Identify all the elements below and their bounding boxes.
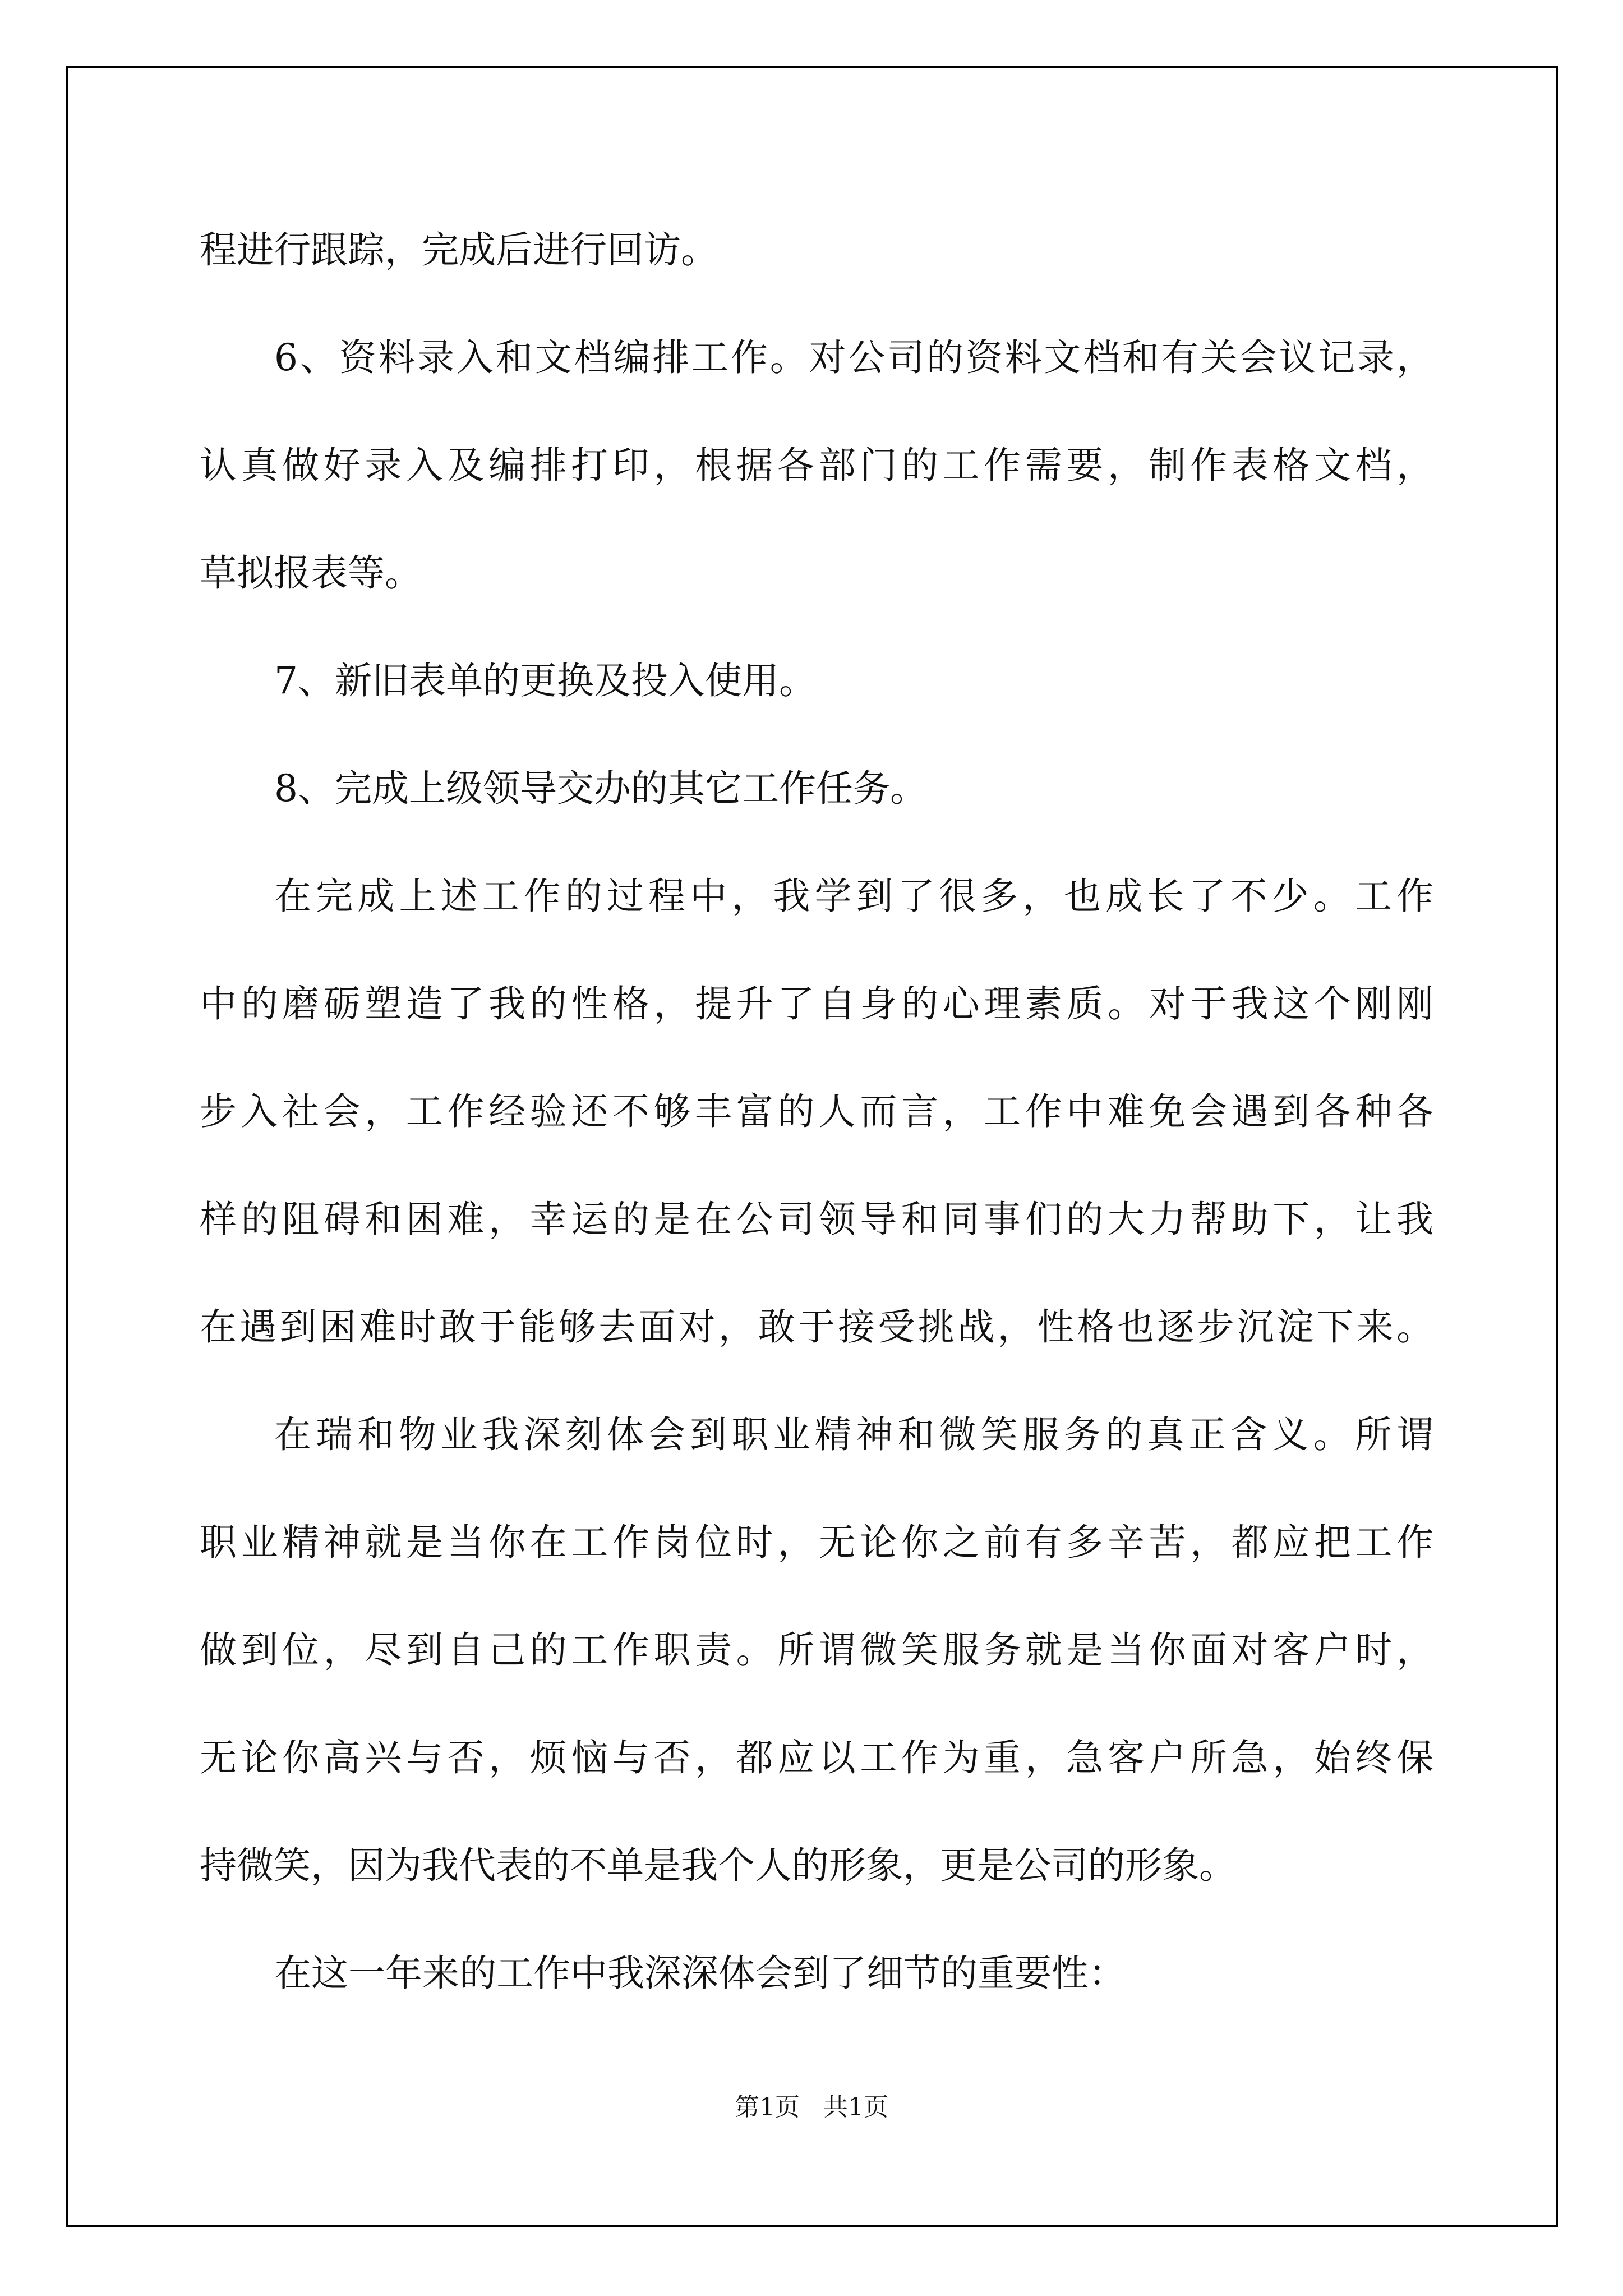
document-body (200, 196, 1433, 2027)
text-line: 持微笑，因为我代表的不单是我个人的形象，更是公司的形象。 (200, 1844, 1236, 1887)
page-number-footer: 第1页 共1页 (735, 2093, 888, 2122)
text-line: 7、新旧表单的更换及投入使用。 (274, 659, 816, 702)
text-line: 8、完成上级领导交办的其它工作任务。 (274, 767, 927, 810)
text-line: 无论你高兴与否，烦恼与否，都应以工作为重，急客户所急，始终保 (200, 1736, 1433, 1779)
text-line: 中的磨砺塑造了我的性格，提升了自身的心理素质。对于我这个刚刚 (200, 982, 1433, 1025)
text-line: 6、资料录入和文档编排工作。对公司的资料文档和有关会议记录， (274, 336, 1433, 379)
text-line: 步入社会，工作经验还不够丰富的人而言，工作中难免会遇到各种各 (200, 1090, 1433, 1133)
text-line: 在这一年来的工作中我深深体会到了细节的重要性： (274, 1952, 1126, 1995)
text-line: 在完成上述工作的过程中，我学到了很多，也成长了不少。工作 (274, 875, 1433, 918)
text-line: 做到位，尽到自己的工作职责。所谓微笑服务就是当你面对客户时， (200, 1628, 1433, 1672)
text-line: 在瑞和物业我深刻体会到职业精神和微笑服务的真正含义。所谓 (274, 1413, 1433, 1456)
text-line: 程进行跟踪，完成后进行回访。 (200, 228, 718, 272)
text-line: 认真做好录入及编排打印，根据各部门的工作需要，制作表格文档， (200, 444, 1433, 487)
text-line: 样的阻碍和困难，幸运的是在公司领导和同事们的大力帮助下，让我 (200, 1198, 1433, 1241)
text-line: 职业精神就是当你在工作岗位时，无论你之前有多辛苦，都应把工作 (200, 1521, 1433, 1564)
text-line: 在遇到困难时敢于能够去面对，敢于接受挑战，性格也逐步沉淀下来。 (200, 1305, 1433, 1349)
text-line: 草拟报表等。 (200, 551, 422, 595)
